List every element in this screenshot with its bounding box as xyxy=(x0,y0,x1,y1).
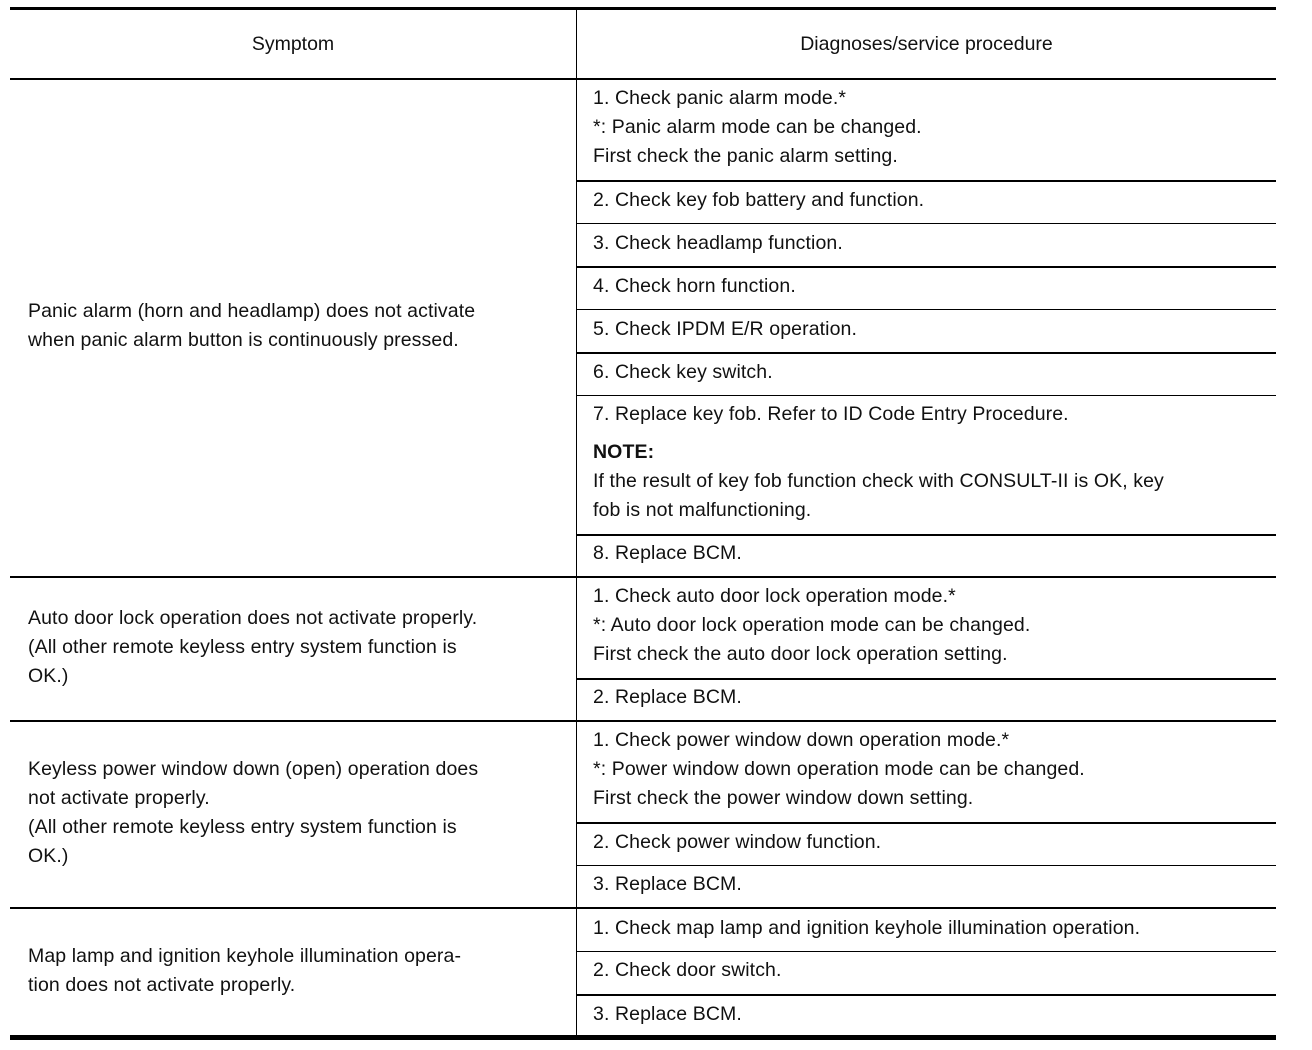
procedure-step xyxy=(593,315,1273,344)
step-text: 3. Check headlamp function. xyxy=(593,232,843,254)
symptom-line: OK.) xyxy=(28,845,69,867)
step-separator xyxy=(576,678,1276,680)
step-text: *: Panic alarm mode can be changed. xyxy=(593,116,922,138)
step-text: 1. Check panic alarm mode.* xyxy=(593,87,847,109)
procedure-step xyxy=(593,914,1273,943)
table-bottom-rule xyxy=(10,1035,1276,1040)
symptom-line: (All other remote keyless entry system function is xyxy=(28,816,457,838)
procedure-step xyxy=(593,582,1273,669)
note-label: NOTE: xyxy=(593,441,655,463)
symptom-line: tion does not activate properly. xyxy=(28,974,296,996)
step-separator xyxy=(576,534,1276,536)
symptom-line: when panic alarm button is continuously pressed. xyxy=(28,329,459,351)
step-separator xyxy=(576,266,1276,268)
note-text: If the result of key fob function check with CONSULT-II is OK, key xyxy=(593,470,1164,492)
step-text: 8. Replace BCM. xyxy=(593,542,742,564)
symptom-line: Keyless power window down (open) operation does xyxy=(28,758,479,780)
symptom-line: OK.) xyxy=(28,665,69,687)
step-text: 3. Replace BCM. xyxy=(593,873,742,895)
procedure-step xyxy=(593,84,1273,171)
step-text: First check the power window down setting. xyxy=(593,787,974,809)
row-separator xyxy=(10,720,1276,722)
symptom-line: (All other remote keyless entry system function is xyxy=(28,636,457,658)
step-text: First check the panic alarm setting. xyxy=(593,145,898,167)
note-text: fob is not malfunctioning. xyxy=(593,499,812,521)
procedure-step xyxy=(593,1000,1273,1029)
step-separator xyxy=(576,951,1276,952)
step-separator xyxy=(576,180,1276,182)
step-text: 7. Replace key fob. Refer to ID Code Entry Procedure. xyxy=(593,403,1069,425)
symptom-line: Map lamp and ignition keyhole illumination opera- xyxy=(28,945,462,967)
step-text: 5. Check IPDM E/R operation. xyxy=(593,318,857,340)
step-text: First check the auto door lock operation setting. xyxy=(593,643,1008,665)
step-separator xyxy=(576,395,1276,396)
procedure-step xyxy=(593,956,1273,985)
step-separator xyxy=(576,352,1276,354)
symptom-line: Panic alarm (horn and headlamp) does not activate xyxy=(28,300,476,322)
step-separator xyxy=(576,822,1276,824)
step-text: 2. Replace BCM. xyxy=(593,686,742,708)
step-text: *: Auto door lock operation mode can be changed. xyxy=(593,614,1031,636)
step-text: 1. Check power window down operation mode.* xyxy=(593,729,1010,751)
procedure-step xyxy=(593,272,1273,301)
procedure-step xyxy=(593,358,1273,387)
row-separator xyxy=(10,576,1276,578)
procedure-step xyxy=(593,229,1273,258)
procedure-step xyxy=(593,683,1273,712)
procedure-step xyxy=(593,870,1273,899)
symptom-cell xyxy=(28,942,568,1000)
step-separator xyxy=(576,865,1276,866)
symptom-line: Auto door lock operation does not activate properly. xyxy=(28,607,478,629)
step-text: 6. Check key switch. xyxy=(593,361,773,383)
header-symptom: Symptom xyxy=(251,33,335,55)
procedure-step xyxy=(593,539,1273,568)
column-divider xyxy=(576,10,577,1037)
symptom-cell xyxy=(28,297,568,355)
step-text: 1. Check map lamp and ignition keyhole illumination operation. xyxy=(593,917,1141,939)
symptom-cell xyxy=(28,604,568,691)
symptom-line: not activate properly. xyxy=(28,787,210,809)
procedure-step xyxy=(593,400,1273,525)
step-separator xyxy=(576,309,1276,310)
procedure-step xyxy=(593,726,1273,813)
symptom-cell xyxy=(28,755,568,871)
procedure-step xyxy=(593,828,1273,857)
step-separator xyxy=(576,994,1276,996)
step-text: 2. Check key fob battery and function. xyxy=(593,189,925,211)
diagnosis-table xyxy=(10,0,1276,1050)
step-text: 1. Check auto door lock operation mode.* xyxy=(593,585,956,607)
step-text: 3. Replace BCM. xyxy=(593,1003,742,1025)
row-separator xyxy=(10,907,1276,909)
step-text: 2. Check power window function. xyxy=(593,831,882,853)
step-text: 4. Check horn function. xyxy=(593,275,796,297)
header-procedure: Diagnoses/service procedure xyxy=(800,33,1053,55)
step-text: *: Power window down operation mode can be changed. xyxy=(593,758,1085,780)
step-text: 2. Check door switch. xyxy=(593,959,782,981)
step-separator xyxy=(576,223,1276,224)
procedure-step xyxy=(593,186,1273,215)
